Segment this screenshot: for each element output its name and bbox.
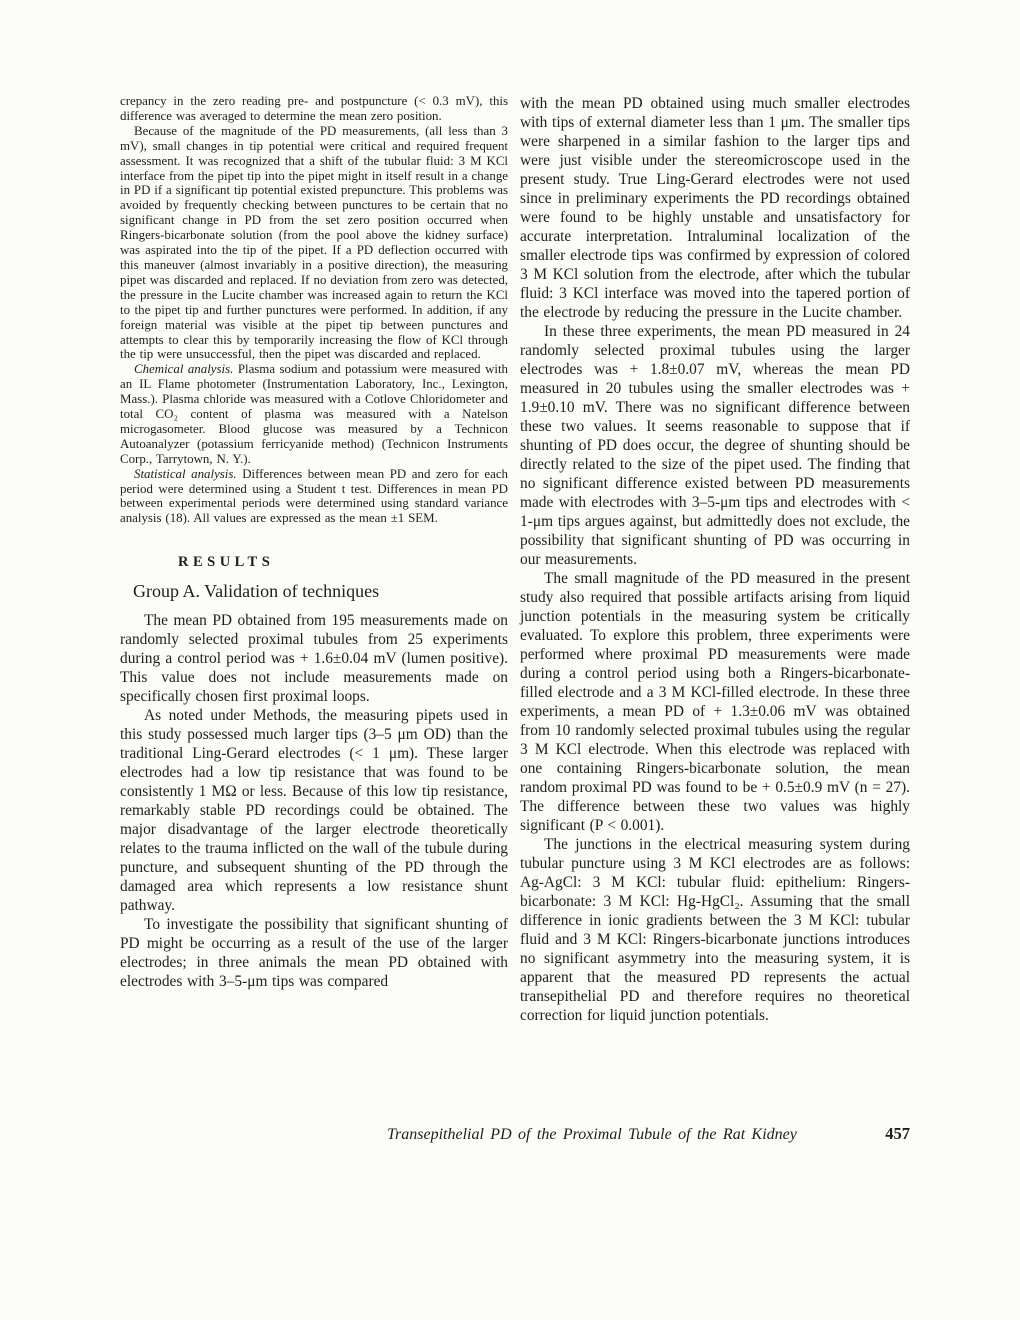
paragraph-text: Differences between mean PD and zero for each period were determined using a Student t test. Differences in mean PD between experimental periods were determined using standard variance analysis (18). All values are expressed as the mean ±1 SEM. <box>120 466 509 526</box>
left-column <box>120 94 508 991</box>
methods-paragraph: Because of the magnitude of the PD measurements, (all less than 3 mV), small changes in tip potential were critical and required frequent assessment. It was recognized that a shift of the tubular fluid: 3 M KCl interface from the pipet tip into the pipet might in itself result in a change in PD if a significant tip potential existed prepuncture. This problems was avoided by frequently checking between punctures to be certain that no significant change in PD from the set zero position occurred when Ringers-bicarbonate solution (from the pool above the kidney surface) was aspirated into the tip of the pipet. If a PD deflection occurred with this maneuver (almost invariably in a positive direction), the measuring pipet was discarded and replaced. If no deviation from zero was detected, the pressure in the Lucite chamber was increased again to return the KCl to the pipet tip and further punctures were performed. In addition, if any foreign material was visible at the pipet tip between punctures and attempts to clear this by temporarily increasing the flow of KCl through the tip were unsuccessful, then the pipet was discarded and replaced. <box>120 123 508 362</box>
results-paragraph: The mean PD obtained from 195 measurements made on randomly selected proximal tubules from 25 experiments during a control period was + 1.6±0.04 mV (lumen positive). This value does not include measurements made on specifically chosen first proximal loops. <box>120 612 508 706</box>
methods-paragraph-continuation: crepancy in the zero reading pre- and postpuncture (< 0.3 mV), this difference was averaged to determine the mean zero position. <box>120 94 508 123</box>
paragraph-lead-italic: Statistical analysis. <box>134 466 237 481</box>
right-column <box>520 94 910 1025</box>
methods-paragraph-statistical-analysis <box>120 467 508 527</box>
results-paragraph: In these three experiments, the mean PD measured in 24 randomly selected proximal tubules using the larger electrodes was + 1.8±0.07 mV, whereas the mean PD measured in 20 tubules using the smaller electrodes was + 1.9±0.10 mV. There was no significant difference between these two values. It seems reasonable to suppose that if shunting of PD does occur, the degree of shunting should be directly related to the size of the pipet used. The finding that no significant difference existed between PD measurements made with electrodes with 3–5-μm tips and electrodes with < 1-μm tips argues against, but admittedly does not exclude, the possibility that significant shunting of PD was occurring in our measurements. <box>520 323 910 568</box>
paragraph-lead-italic: Chemical analysis. <box>134 362 234 377</box>
group-a-subheading: Group A. Validation of techniques <box>133 581 380 602</box>
page-number: 457 <box>885 1124 910 1143</box>
running-title: Transepithelial PD of the Proximal Tubule of the Rat Kidney <box>387 1126 797 1143</box>
methods-paragraph-chemical-analysis <box>120 362 508 466</box>
results-paragraph-continuation: with the mean PD obtained using much smaller electrodes with tips of external diameter less than 1 μm. The smaller tips were sharpened in a similar fashion to the larger tips and were just visible under the stereomicroscope used in the present study. True Ling-Gerard electrodes were not used since in preliminary experiments the PD recordings obtained were found to be highly unstable and unsatisfactory for accurate interpretation. Intraluminal localization of the smaller electrode tips was confirmed by expression of colored 3 M KCl solution from the electrode, after which the tubular fluid: 3 KCl interface was moved into the tapered portion of the electrode by reducing the pressure in the Lucite chamber. <box>520 95 910 321</box>
page-footer <box>387 1124 910 1144</box>
paragraph-text: Plasma sodium and potassium were measured with an IL Flame photometer (Instrumentation Laboratory, Inc., Lexington, Mass.). Plasma chloride was measured with a Cotlove Chloridometer and total CO₂ content of plasma was measured with a Natelson microgasometer. Blood glucose was measured by a Technicon Autoanalyzer (potassium ferricyanide method) (Technicon Instruments Corp., Tarrytown, N. Y.). <box>120 362 509 466</box>
results-section-heading: RESULTS <box>178 554 275 571</box>
results-paragraph: As noted under Methods, the measuring pipets used in this study possessed much larger tips (3–5 μm OD) than the traditional Ling-Gerard electrodes (< 1 μm). These larger electrodes had a low tip resistance that was found to be consistently 1 MΩ or less. Because of this low tip resistance, remarkably stable PD recordings could be obtained. The major disadvantage of the larger electrode theoretically relates to the trauma inflicted on the wall of the tubule during puncture, and subsequent shunting of the PD through the damaged area which represents a low resistance shunt pathway. <box>120 707 508 915</box>
results-paragraph: To investigate the possibility that significant shunting of PD might be occurring as a result of the use of the larger electrodes; in three animals the mean PD obtained with electrodes with 3–5-μm tips was compared <box>120 916 508 991</box>
results-paragraph: The junctions in the electrical measuring system during tubular puncture using 3 M KCl electrodes are as follows: Ag-AgCl: 3 M KCl: tubular fluid: epithelium: Ringers-bicarbonate: 3 M KCl: Hg-HgCl₂. Assuming that the small difference in ionic gradients between the 3 M KCl: tubular fluid and 3 M KCl: Ringers-bicarbonate junctions introduces no significant asymmetry into the measuring system, it is apparent that the measured PD represents the actual transepithelial PD and therefore requires no theoretical correction for liquid junction potentials. <box>520 836 910 1024</box>
results-paragraph: The small magnitude of the PD measured in the present study also required that possible artifacts arising from liquid junction potentials in the measuring system be critically evaluated. To explore this problem, three experiments were performed where proximal PD measurements were made during a control period using both a Ringers-bicarbonate-filled electrode and a 3 M KCl-filled electrode. In these three experiments, a mean PD of + 1.3±0.06 mV was obtained from 10 randomly selected proximal tubules using the regular 3 M KCl electrode. When this electrode was replaced with one containing Ringers-bicarbonate solution, the mean random proximal PD was found to be + 0.5±0.9 mV (n = 27). The difference between these two values was highly significant (P < 0.001). <box>520 570 910 834</box>
